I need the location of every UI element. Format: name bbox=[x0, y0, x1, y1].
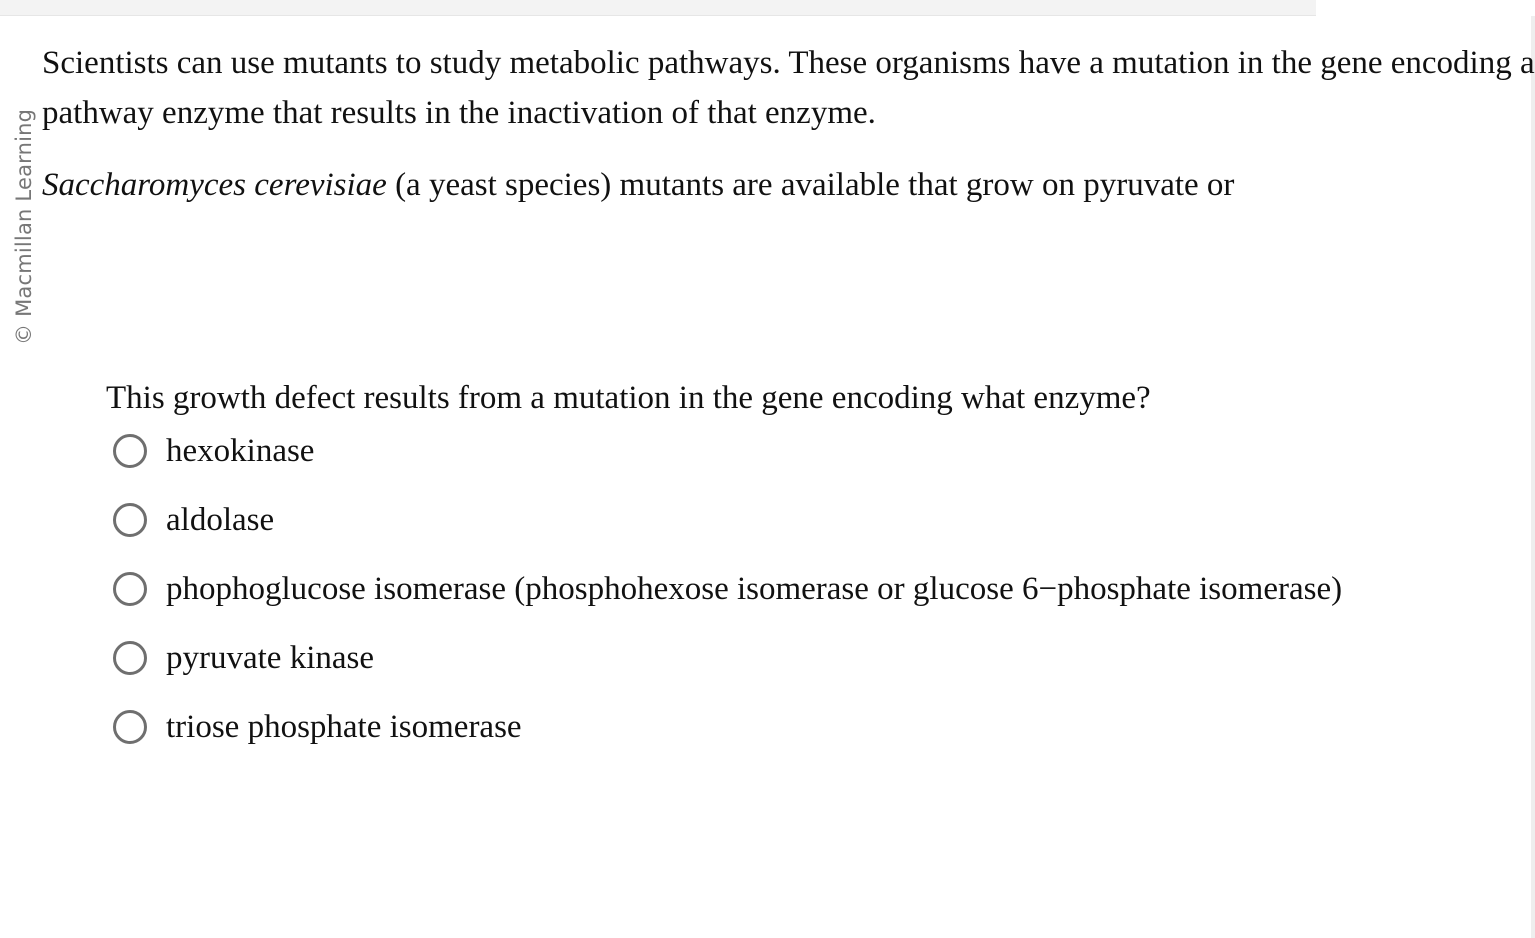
option-pyruvate-kinase[interactable] bbox=[106, 639, 1312, 677]
species-description: (a yeast species) mutants are available that grow on pyruvate or bbox=[386, 167, 1235, 203]
option-aldolase[interactable] bbox=[106, 501, 1312, 539]
radio-button-icon[interactable] bbox=[113, 503, 147, 537]
option-label: triose phosphate isomerase bbox=[166, 709, 522, 745]
option-label: hexokinase bbox=[166, 433, 315, 469]
radio-button-icon[interactable] bbox=[113, 572, 147, 606]
option-hexokinase[interactable] bbox=[106, 432, 1312, 470]
option-label: phophoglucose isomerase (phosphohexose isomerase or glucose 6−phosphate isomerase) bbox=[166, 571, 1343, 607]
right-edge-divider bbox=[1531, 16, 1535, 938]
option-phosphoglucose-isomerase[interactable] bbox=[106, 570, 1343, 608]
radio-button-icon[interactable] bbox=[113, 710, 147, 744]
option-label: pyruvate kinase bbox=[166, 640, 375, 676]
top-toolbar-strip bbox=[0, 0, 1316, 16]
species-paragraph bbox=[42, 160, 1312, 210]
option-triose-phosphate-isomerase[interactable] bbox=[106, 708, 1312, 746]
question-intro bbox=[42, 38, 1535, 210]
species-name: Saccharomyces cerevisiae bbox=[42, 167, 387, 203]
question-prompt: This growth defect results from a mutation in the gene encoding what enzyme? bbox=[106, 380, 1151, 416]
copyright-watermark: © Macmillan Learning bbox=[12, 108, 36, 345]
intro-paragraph bbox=[42, 38, 1535, 138]
intro-line-1: Scientists can use mutants to study metabolic pathways. These organisms have a mutation in the gene encoding a bbox=[42, 45, 1535, 81]
radio-button-icon[interactable] bbox=[113, 434, 147, 468]
radio-button-icon[interactable] bbox=[113, 641, 147, 675]
option-label: aldolase bbox=[166, 502, 275, 538]
multiple-choice-question bbox=[106, 376, 1343, 777]
intro-line-2: pathway enzyme that results in the inactivation of that enzyme. bbox=[42, 95, 876, 131]
answer-options bbox=[106, 432, 1343, 746]
